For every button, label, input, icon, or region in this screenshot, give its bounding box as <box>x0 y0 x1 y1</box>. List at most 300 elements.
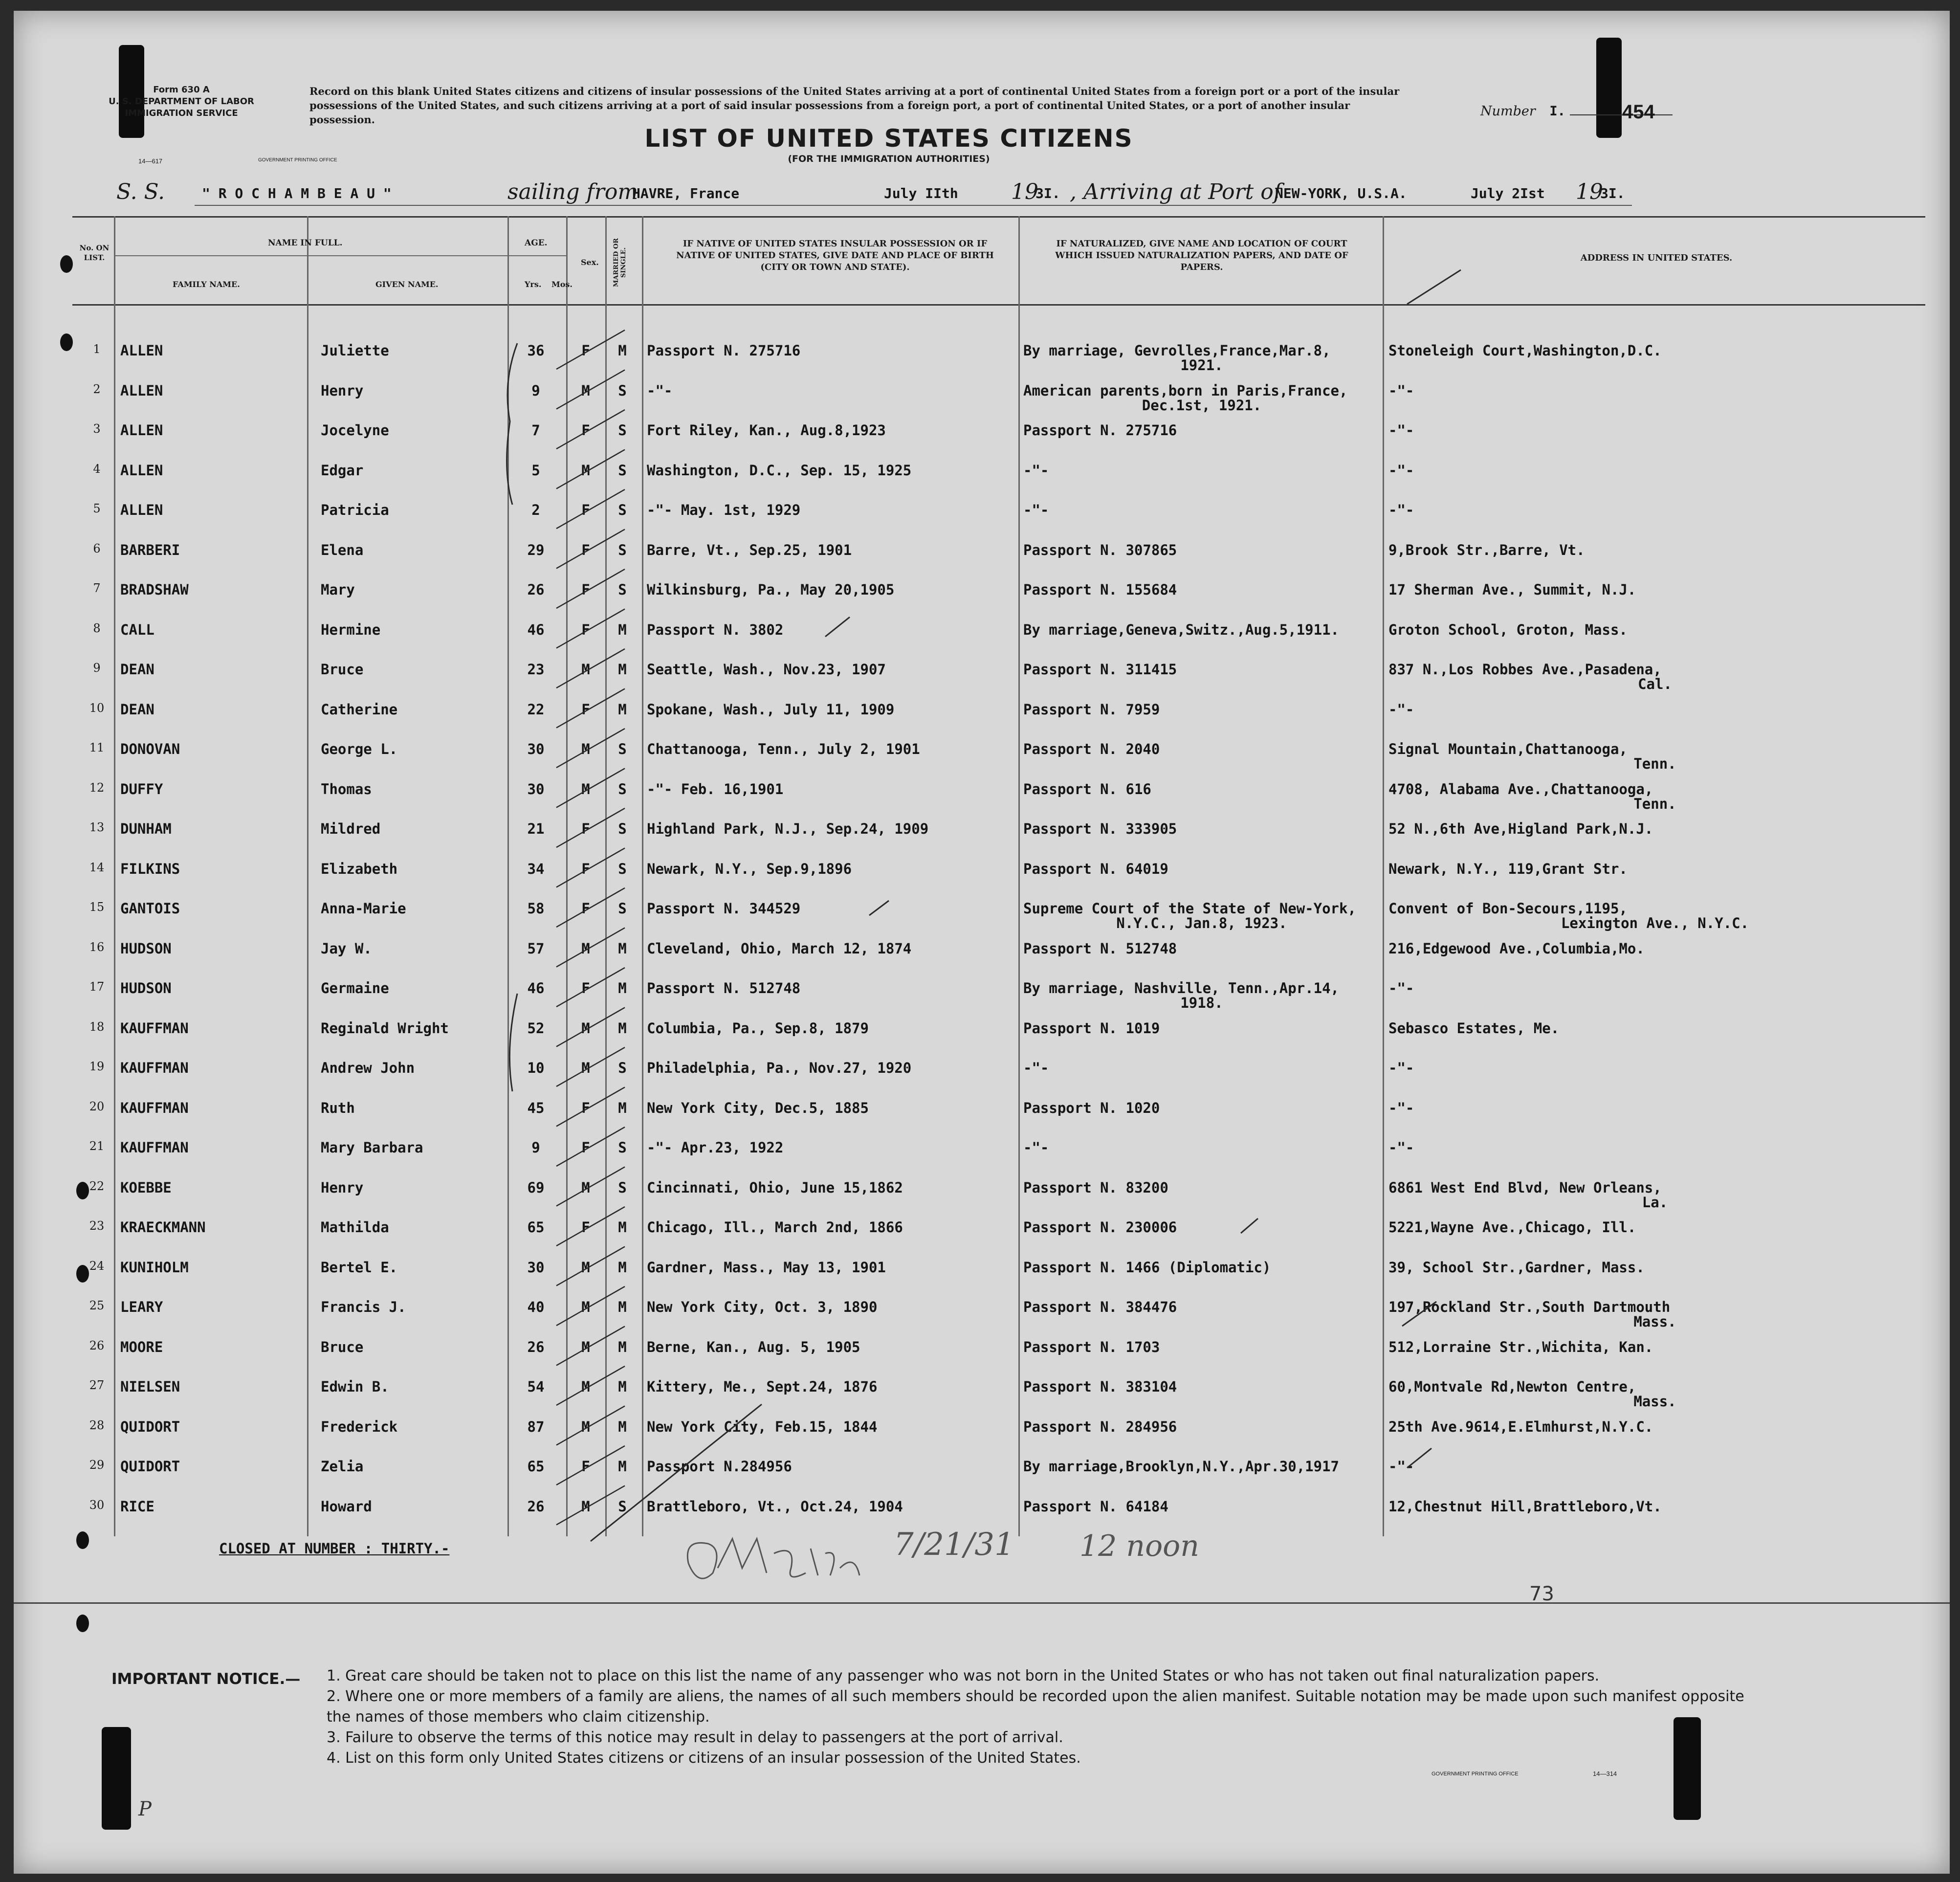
table-row <box>14 1100 1950 1139</box>
sex: F <box>581 900 590 917</box>
col-naturalized: IF NATURALIZED, GIVE NAME AND LOCATION OF COURT WHICH ISSUED NATURALIZATION PAPERS, AND DATE OF PAPERS. <box>1055 239 1348 272</box>
naturalization-info: Passport N. 230006 <box>1023 1219 1177 1236</box>
number-label: Number <box>1480 104 1536 119</box>
age-years: 26 <box>527 1338 545 1355</box>
sex: M <box>581 1179 590 1196</box>
departure-year-prefix: 19 <box>1011 179 1038 204</box>
marital-status: M <box>618 940 627 957</box>
family-name: BARBERI <box>120 541 180 558</box>
family-name: DEAN <box>120 701 154 718</box>
table-row <box>14 1020 1950 1059</box>
naturalization-info: Passport N. 64019 <box>1023 860 1168 877</box>
family-name: ALLEN <box>120 462 163 479</box>
arrival-year-prefix: 19 <box>1576 179 1603 204</box>
table-row <box>14 701 1950 740</box>
col-given-name: GIVEN NAME. <box>375 280 439 289</box>
us-address-cont: Mass. <box>1633 1393 1676 1410</box>
us-address-cont: La. <box>1642 1194 1668 1211</box>
marital-status: S <box>618 382 627 399</box>
closing-text: CLOSED AT NUMBER : THIRTY.- <box>219 1540 450 1557</box>
row-number: 9 <box>93 661 101 675</box>
naturalization-info: -"- <box>1023 462 1049 479</box>
us-address: 39, School Str.,Gardner, Mass. <box>1388 1259 1645 1276</box>
age-years: 23 <box>527 661 545 678</box>
marital-status: S <box>618 422 627 439</box>
marital-status: M <box>618 1019 627 1037</box>
table-row <box>14 741 1950 780</box>
given-name: Bertel E. <box>321 1259 398 1276</box>
naturalization-info: Supreme Court of the State of New-York, <box>1023 900 1356 917</box>
birth-info: Columbia, Pa., Sep.8, 1879 <box>647 1019 869 1037</box>
table-row <box>14 1458 1950 1497</box>
row-number: 14 <box>89 860 105 874</box>
naturalization-info: Passport N. 83200 <box>1023 1179 1168 1196</box>
naturalization-info-cont: 1918. <box>1180 995 1223 1011</box>
voyage-line <box>14 179 1950 214</box>
marital-status: M <box>618 1418 627 1435</box>
given-name: Thomas <box>321 780 372 797</box>
given-name: Patricia <box>321 502 389 518</box>
birth-info: Highland Park, N.J., Sep.24, 1909 <box>647 820 929 837</box>
marital-status: S <box>618 1060 627 1076</box>
age-years: 45 <box>527 1099 545 1116</box>
row-number: 15 <box>89 900 105 914</box>
sex: F <box>581 422 590 439</box>
us-address: -"- <box>1388 462 1414 479</box>
family-name: QUIDORT <box>120 1458 180 1475</box>
given-name: Juliette <box>321 342 389 359</box>
age-years: 10 <box>527 1060 545 1076</box>
sex: M <box>581 1060 590 1076</box>
birth-info: Chattanooga, Tenn., July 2, 1901 <box>647 741 920 757</box>
row-number: 19 <box>89 1060 105 1073</box>
gpo-bottom: GOVERNMENT PRINTING OFFICE <box>1431 1771 1519 1777</box>
naturalization-info: -"- <box>1023 1060 1049 1076</box>
sex: F <box>581 621 590 638</box>
us-address-cont: Mass. <box>1633 1313 1676 1330</box>
given-name: Elena <box>321 541 364 558</box>
us-address: 25th Ave.9614,E.Elmhurst,N.Y.C. <box>1388 1418 1653 1435</box>
us-address: 6861 West End Blvd, New Orleans, <box>1388 1179 1662 1196</box>
sex: M <box>581 940 590 957</box>
row-number: 24 <box>89 1259 105 1273</box>
family-name: GANTOIS <box>120 900 180 917</box>
naturalization-info: By marriage,Geneva,Switz.,Aug.5,1911. <box>1023 621 1340 638</box>
family-name: CALL <box>120 621 154 638</box>
table-row <box>14 581 1950 620</box>
row-number: 17 <box>89 980 105 994</box>
arriving-label: , Arriving at Port of <box>1070 179 1281 204</box>
given-name: Mildred <box>321 820 381 837</box>
birth-info: Newark, N.Y., Sep.9,1896 <box>647 860 852 877</box>
row-number: 1 <box>93 342 101 356</box>
row-number: 30 <box>89 1498 105 1512</box>
arrival-date: July 2Ist <box>1471 185 1545 201</box>
marital-status: M <box>618 1219 627 1236</box>
age-years: 2 <box>531 502 540 518</box>
sex: F <box>581 342 590 359</box>
table-row <box>14 1259 1950 1298</box>
sex: M <box>581 1338 590 1355</box>
us-address: 52 N.,6th Ave,Higland Park,N.J. <box>1388 820 1653 837</box>
naturalization-info-cont: N.Y.C., Jan.8, 1923. <box>1116 915 1287 931</box>
birth-info: Passport N.284956 <box>647 1458 792 1475</box>
birth-info: Washington, D.C., Sep. 15, 1925 <box>647 462 912 479</box>
family-name: LEARY <box>120 1299 163 1315</box>
age-years: 9 <box>531 1139 540 1156</box>
given-name: Bruce <box>321 661 364 678</box>
us-address: Newark, N.Y., 119,Grant Str. <box>1388 860 1628 877</box>
given-name: Catherine <box>321 701 398 718</box>
family-name: KAUFFMAN <box>120 1139 189 1156</box>
birth-info: Passport N. 275716 <box>647 342 801 359</box>
table-row <box>14 781 1950 820</box>
ss-label: S. S. <box>116 179 165 204</box>
table-row <box>14 621 1950 661</box>
marital-status: M <box>618 661 627 678</box>
table-row <box>14 1378 1950 1417</box>
sex: M <box>581 1259 590 1276</box>
col-birth: IF NATIVE OF UNITED STATES INSULAR POSSESSION OR IF NATIVE OF UNITED STATES, GIVE DATE AND PLACE OF BIRTH (CITY OR TOWN AND STATE). <box>676 239 994 272</box>
marital-status: S <box>618 581 627 598</box>
row-number: 22 <box>89 1179 105 1193</box>
age-years: 34 <box>527 860 545 877</box>
col-no: No. ON LIST. <box>79 244 110 262</box>
birth-info: New York City, Feb.15, 1844 <box>647 1418 878 1435</box>
col-family-name: FAMILY NAME. <box>173 280 240 289</box>
given-name: Reginald Wright <box>321 1019 449 1037</box>
age-years: 30 <box>527 1259 545 1276</box>
marital-status: S <box>618 541 627 558</box>
family-name: DUNHAM <box>120 820 172 837</box>
naturalization-info: -"- <box>1023 502 1049 518</box>
sex: F <box>581 502 590 518</box>
marital-status: S <box>618 502 627 518</box>
signature-date: 7/21/31 <box>894 1527 1014 1563</box>
given-name: Edwin B. <box>321 1378 389 1395</box>
row-number: 23 <box>89 1219 105 1233</box>
age-years: 65 <box>527 1219 545 1236</box>
birth-info: Barre, Vt., Sep.25, 1901 <box>647 541 852 558</box>
registration-bar-top-right <box>1596 38 1622 138</box>
page-subtitle: (FOR THE IMMIGRATION AUTHORITIES) <box>788 154 990 164</box>
naturalization-info: Passport N. 7959 <box>1023 701 1160 718</box>
col-sex: Sex. <box>581 258 599 267</box>
table-row <box>14 422 1950 461</box>
page-count: 73 <box>1529 1583 1554 1605</box>
given-name: Mary Barbara <box>321 1139 423 1156</box>
sex: M <box>581 382 590 399</box>
marital-status: S <box>618 1498 627 1515</box>
given-name: George L. <box>321 741 398 757</box>
birth-info: Fort Riley, Kan., Aug.8,1923 <box>647 422 886 439</box>
marital-status: M <box>618 701 627 718</box>
page-title: LIST OF UNITED STATES CITIZENS <box>644 124 1133 153</box>
naturalization-info: Passport N. 333905 <box>1023 820 1177 837</box>
birth-info: Gardner, Mass., May 13, 1901 <box>647 1259 886 1276</box>
table-row <box>14 1339 1950 1378</box>
sailing-label: sailing from <box>507 179 639 204</box>
birth-info: -"- May. 1st, 1929 <box>647 502 801 518</box>
given-name: Germaine <box>321 980 389 996</box>
us-address: -"- <box>1388 1060 1414 1076</box>
us-address-cont: Tenn. <box>1633 795 1676 812</box>
sex: F <box>581 1099 590 1116</box>
row-number: 4 <box>93 462 101 476</box>
row-number: 25 <box>89 1299 105 1312</box>
row-number: 5 <box>93 502 101 515</box>
family-name: KAUFFMAN <box>120 1060 189 1076</box>
given-name: Mathilda <box>321 1219 389 1236</box>
row-number: 18 <box>89 1019 105 1034</box>
marital-status: S <box>618 860 627 877</box>
sex: M <box>581 1498 590 1515</box>
table-row <box>14 1139 1950 1178</box>
birth-info: New York City, Dec.5, 1885 <box>647 1099 869 1116</box>
table-row <box>14 462 1950 501</box>
marital-status: M <box>618 342 627 359</box>
marital-status: M <box>618 621 627 638</box>
us-address: Groton School, Groton, Mass. <box>1388 621 1628 638</box>
marital-status: S <box>618 462 627 479</box>
row-number: 27 <box>89 1378 105 1392</box>
family-name: RICE <box>120 1498 154 1515</box>
sex: F <box>581 1139 590 1156</box>
given-name: Ruth <box>321 1099 355 1116</box>
us-address: Signal Mountain,Chattanooga, <box>1388 741 1628 757</box>
service: IMMIGRATION SERVICE <box>125 108 238 118</box>
row-number: 6 <box>93 541 101 555</box>
us-address: Convent of Bon-Secours,1195, <box>1388 900 1628 917</box>
us-address: -"- <box>1388 980 1414 996</box>
us-address-cont: Tenn. <box>1633 755 1676 772</box>
sex: F <box>581 581 590 598</box>
age-years: 87 <box>527 1418 545 1435</box>
age-years: 65 <box>527 1458 545 1475</box>
us-address: -"- <box>1388 701 1414 718</box>
table-row <box>14 940 1950 979</box>
registration-bar-bottom-left <box>102 1727 131 1830</box>
row-number: 29 <box>89 1458 105 1472</box>
table-row <box>14 342 1950 381</box>
us-address: -"- <box>1388 1139 1414 1156</box>
sex: F <box>581 701 590 718</box>
sex: M <box>581 780 590 797</box>
birth-info: Cleveland, Ohio, March 12, 1874 <box>647 940 912 957</box>
row-number: 11 <box>89 741 105 754</box>
notice-item-3: 3. Failure to observe the terms of this notice may result in delay to passengers at the port of arrival. <box>327 1729 1063 1746</box>
birth-info: Brattleboro, Vt., Oct.24, 1904 <box>647 1498 903 1515</box>
birth-info: -"- Apr.23, 1922 <box>647 1139 784 1156</box>
family-name: FILKINS <box>120 860 180 877</box>
family-name: MOORE <box>120 1338 163 1355</box>
departure-port: HAVRE, France <box>632 185 740 201</box>
form-id: Form 630 A <box>153 85 210 95</box>
row-number: 13 <box>89 820 105 834</box>
family-name: DONOVAN <box>120 741 180 757</box>
table-row <box>14 980 1950 1019</box>
arrival-port: NEW-YORK, U.S.A. <box>1275 185 1407 201</box>
departure-year: 3I. <box>1035 185 1060 201</box>
birth-info: Berne, Kan., Aug. 5, 1905 <box>647 1338 860 1355</box>
arrival-year: 3I. <box>1600 185 1625 201</box>
age-years: 52 <box>527 1019 545 1037</box>
table-row <box>14 382 1950 421</box>
age-years: 26 <box>527 1498 545 1515</box>
department: U. S. DEPARTMENT OF LABOR <box>109 96 254 107</box>
table-row <box>14 542 1950 581</box>
marital-status: S <box>618 1179 627 1196</box>
birth-info: Spokane, Wash., July 11, 1909 <box>647 701 895 718</box>
birth-info: -"- Feb. 16,1901 <box>647 780 784 797</box>
age-years: 58 <box>527 900 545 917</box>
sex: F <box>581 980 590 996</box>
us-address: -"- <box>1388 1099 1414 1116</box>
sex: M <box>581 1378 590 1395</box>
arrival-time-note: 12 noon <box>1079 1529 1199 1563</box>
us-address: 837 N.,Los Robbes Ave.,Pasadena, <box>1388 661 1662 678</box>
age-years: 36 <box>527 342 545 359</box>
col-married-single: MARRIED OR SINGLE. <box>613 238 627 288</box>
number-value: I. <box>1549 104 1565 119</box>
row-number: 3 <box>93 422 101 436</box>
col-name-in-full: NAME IN FULL. <box>268 238 343 248</box>
age-years: 30 <box>527 741 545 757</box>
sex: M <box>581 741 590 757</box>
us-address: 216,Edgewood Ave.,Columbia,Mo. <box>1388 940 1645 957</box>
us-address: 512,Lorraine Str.,Wichita, Kan. <box>1388 1338 1653 1355</box>
family-name: HUDSON <box>120 940 172 957</box>
birth-info: Passport N. 344529 <box>647 900 801 917</box>
age-years: 5 <box>531 462 540 479</box>
corner-mark: P <box>138 1798 152 1820</box>
marital-status: M <box>618 1458 627 1475</box>
family-name: KOEBBE <box>120 1179 172 1196</box>
table-row <box>14 1418 1950 1458</box>
given-name: Howard <box>321 1498 372 1515</box>
family-name: QUIDORT <box>120 1418 180 1435</box>
given-name: Henry <box>321 1179 364 1196</box>
table-row <box>14 1299 1950 1338</box>
naturalization-info: Passport N. 384476 <box>1023 1299 1177 1315</box>
intro-text: Record on this blank United States citizens and citizens of insular possessions of the United States arriving at a port of continental United States from a foreign port or a port of the insular possessions of the United States, and such citizens arriving at a port of said insular possessions from a foreign port, a port of continental United States, or a port of another insular possession. <box>309 85 1400 126</box>
marital-status: M <box>618 1099 627 1116</box>
marital-status: S <box>618 780 627 797</box>
us-address: 197,Rockland Str.,South Dartmouth <box>1388 1299 1671 1315</box>
naturalization-info: Passport N. 284956 <box>1023 1418 1177 1435</box>
col-yrs: Yrs. <box>525 280 542 289</box>
family-name: ALLEN <box>120 382 163 399</box>
naturalization-info: Passport N. 1703 <box>1023 1338 1160 1355</box>
age-years: 40 <box>527 1299 545 1315</box>
marital-status: S <box>618 900 627 917</box>
marital-status: M <box>618 980 627 996</box>
birth-info: New York City, Oct. 3, 1890 <box>647 1299 878 1315</box>
given-name: Hermine <box>321 621 381 638</box>
family-name: KUNIHOLM <box>120 1259 189 1276</box>
age-years: 7 <box>531 422 540 439</box>
col-age: AGE. <box>525 238 548 248</box>
gpo-top: GOVERNMENT PRINTING OFFICE <box>258 157 337 163</box>
us-address: 17 Sherman Ave., Summit, N.J. <box>1388 581 1636 598</box>
family-name: BRADSHAW <box>120 581 189 598</box>
naturalization-info: Passport N. 512748 <box>1023 940 1177 957</box>
marital-status: S <box>618 741 627 757</box>
age-years: 54 <box>527 1378 545 1395</box>
family-name: ALLEN <box>120 422 163 439</box>
table-row <box>14 861 1950 900</box>
sex: F <box>581 541 590 558</box>
given-name: Edgar <box>321 462 364 479</box>
table-row <box>14 1060 1950 1099</box>
given-name: Francis J. <box>321 1299 406 1315</box>
sex: M <box>581 462 590 479</box>
row-number: 16 <box>89 940 105 954</box>
table-row <box>14 502 1950 541</box>
table <box>14 216 1950 1585</box>
table-row <box>14 900 1950 939</box>
naturalization-info: By marriage,Brooklyn,N.Y.,Apr.30,1917 <box>1023 1458 1340 1475</box>
marital-status: S <box>618 820 627 837</box>
given-name: Jocelyne <box>321 422 389 439</box>
naturalization-info: Passport N. 383104 <box>1023 1378 1177 1395</box>
us-address: 60,Montvale Rd,Newton Centre, <box>1388 1378 1636 1395</box>
naturalization-info: Passport N. 2040 <box>1023 741 1160 757</box>
family-name: DUFFY <box>120 780 163 797</box>
ship-name: " R O C H A M B E A U " <box>202 185 392 201</box>
us-address: Sebasco Estates, Me. <box>1388 1019 1560 1037</box>
notice-item-2: 2. Where one or more members of a family are aliens, the names of all such members should be recorded upon the alien manifest. Suitable notation may be made upon such manifest opposite the names of those members who claim citizenship. <box>327 1688 1744 1726</box>
us-address: -"- <box>1388 422 1414 439</box>
table-row <box>14 1179 1950 1218</box>
marital-status: M <box>618 1378 627 1395</box>
birth-info: Chicago, Ill., March 2nd, 1866 <box>647 1219 903 1236</box>
family-name: ALLEN <box>120 342 163 359</box>
naturalization-info: By marriage, Nashville, Tenn.,Apr.14, <box>1023 980 1340 996</box>
naturalization-info: -"- <box>1023 1139 1049 1156</box>
given-name: Henry <box>321 382 364 399</box>
naturalization-info: Passport N. 64184 <box>1023 1498 1168 1515</box>
naturalization-info: Passport N. 275716 <box>1023 422 1177 439</box>
age-years: 46 <box>527 980 545 996</box>
age-years: 46 <box>527 621 545 638</box>
birth-info: Seattle, Wash., Nov.23, 1907 <box>647 661 886 678</box>
birth-info: Wilkinsburg, Pa., May 20,1905 <box>647 581 895 598</box>
birth-info: Passport N. 3802 <box>647 621 784 638</box>
naturalization-info: Passport N. 1020 <box>1023 1099 1160 1116</box>
us-address: -"- <box>1388 502 1414 518</box>
document-page <box>14 11 1950 1874</box>
family-name: HUDSON <box>120 980 172 996</box>
naturalization-info: Passport N. 1019 <box>1023 1019 1160 1037</box>
birth-info: Philadelphia, Pa., Nov.27, 1920 <box>647 1060 912 1076</box>
naturalization-info: By marriage, Gevrolles,France,Mar.8, <box>1023 342 1331 359</box>
family-name: KAUFFMAN <box>120 1019 189 1037</box>
sex: M <box>581 1418 590 1435</box>
sex: F <box>581 820 590 837</box>
notice-item-1: 1. Great care should be taken not to place on this list the name of any passenger who was not born in the United States or who has not taken out final naturalization papers. <box>327 1667 1600 1684</box>
marital-status: S <box>618 1139 627 1156</box>
naturalization-info: Passport N. 1466 (Diplomatic) <box>1023 1259 1271 1276</box>
marital-status: M <box>618 1299 627 1315</box>
number-stamp: 454 <box>1622 101 1655 123</box>
marital-status: M <box>618 1338 627 1355</box>
us-address: 12,Chestnut Hill,Brattleboro,Vt. <box>1388 1498 1662 1515</box>
row-number: 26 <box>89 1338 105 1352</box>
us-address-cont: Lexington Ave., N.Y.C. <box>1561 915 1749 931</box>
given-name: Jay W. <box>321 940 372 957</box>
us-address: -"- <box>1388 1458 1414 1475</box>
